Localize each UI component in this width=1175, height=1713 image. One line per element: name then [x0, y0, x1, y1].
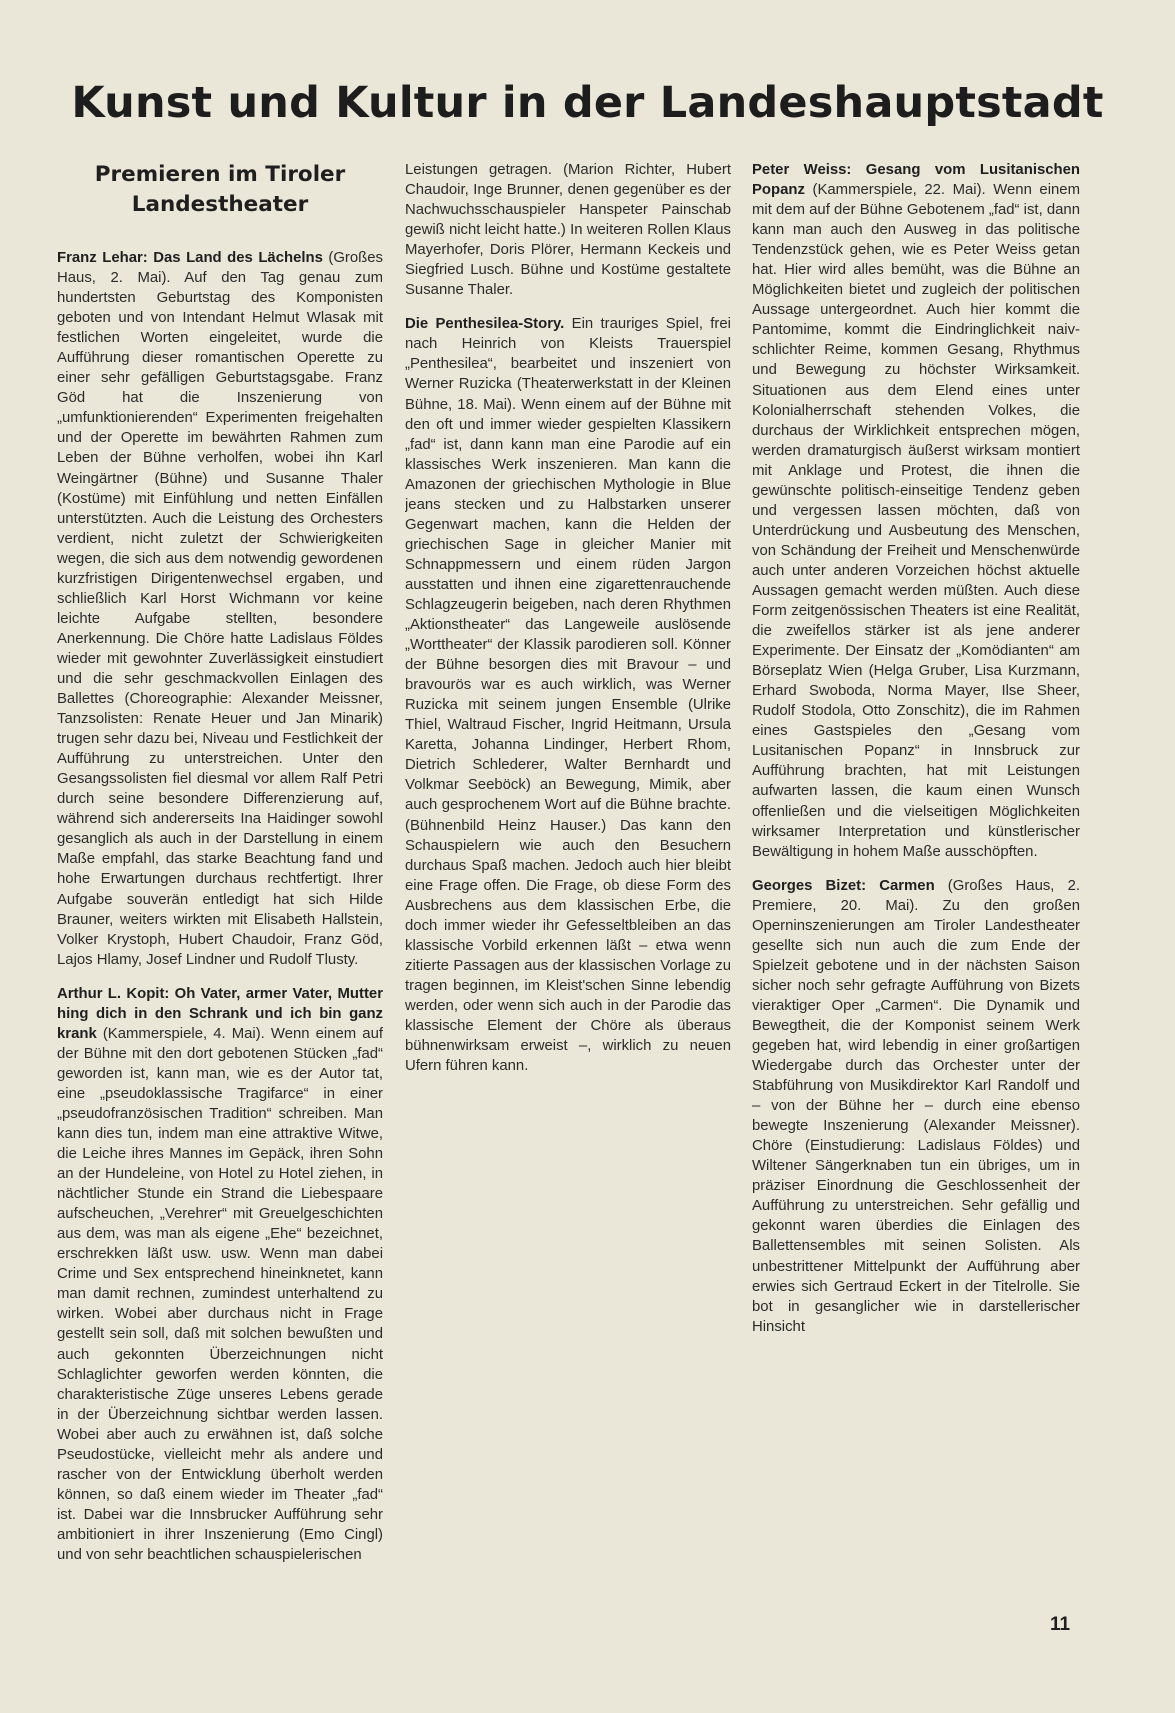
article-body: Ein trauriges Spiel, frei nach Heinrich von Kleists Trauerspiel „Penthesilea“, bearbeitet und inszeniert von Werner Ruzicka (Theaterwerkstatt in der Kleinen Bühne, 18. Mai). Wenn einem auf der Bühne mit den oft und immer wieder gespielten Klassikern „fad“ ist, dann kann man eine Parodie auf ein klassisches Werk inszenieren. Man kann die Amazonen der griechischen Mythologie in Blue jeans stecken und zu Halbstarken unserer Gegenwart machen, kann die Helden der griechischen Sage in gleicher Manier mit Schnappmessern und einem rüden Jargon ausstatten und ihnen eine zigarettenrauchende Schlagzeugerin beigeben, nach deren Rhythmen „Aktionstheater“ das Langeweile auslösende „Worttheater“ der Klassik parodieren soll. Könner der Bühne besorgen dies mit Bravour – und bravourös war es auch wirklich, was Werner Ruzicka mit seinem jungen Ensemble (Ulrike Thiel, Waltraud Fischer, Ingrid Heitmann, Ursula Karetta, Johanna Lindinger, Herbert Rhom, Dietrich Schlederer, Walter Bernhardt und Volkmar Seeböck) an Bewegung, Mimik, aber auch gesprochenem Wort auf die Bühne brachte. (Bühnenbild Heinz Hauser.) Das kann den Schauspielern wie auch den Besuchern durchaus Spaß machen. Jedoch auch hier bleibt eine Frage offen. Die Frage, ob diese Form des Ausbrechens aus dem klassischen Erbe, die doch immer wieder ihr Gefesseltbleiben an das klassische Vorbild erkennen läßt – etwa wenn zitierte Passagen aus der klassischen Vorlage zu tragen beginnen, im Kleist'schen Sinne lebendig werden, oder wenn sich auch in der Parodie das klassische Element der Chöre als überaus bühnenwirksam erweist –, wirklich zu neuen Ufern führen kann.	[405, 316, 731, 1075]
article-lead: Georges Bizet: Carmen	[752, 877, 935, 894]
article-lead: Franz Lehar: Das Land des Lächelns	[57, 250, 323, 266]
article-body: (Kammerspiele, 4. Mai). Wenn einem auf der Bühne mit den dort gebotenen Stücken „fad“ geworden ist, kann man, wie es der Autor tat, eine „pseudoklassische Tragifarce“ in einer „pseudofranzösischen Tradition“ schreiben. Man kann dies tun, indem man eine attraktive Witwe, die Leiche ihres Mannes im Gepäck, ihren Sohn an der Hundeleine, von Hotel zu Hotel ziehen, in nächtlicher Stunde ein Strand die Liebespaare aufscheuchen, „Verehrer“ mit Greuelgeschichten aus dem, was man als eigene „Ehe“ bezeichnet, erschrekken läßt usw. usw. Wenn man dabei Crime und Sex entsprechend hineinknetet, kann man damit rechnen, zumindest unterhaltend zu wirken. Wobei aber durchaus nicht in Frage gestellt sein soll, daß mit solchen bewußten und auch gekonnten Überzeichnungen nicht Schlaglichter geworfen werden könnten, die charakteristische Züge unseres Lebens gerade in der Überzeichnung sichtbar werden lassen. Wobei aber auch zu erwähnen ist, daß solche Pseudostücke, vielleicht mehr als andere und rascher von der Entwicklung überholt werden können, so daß einem wieder im Theater „fad“ ist. Dabei war die Innsbrucker Aufführung sehr ambitioniert in ihrer Inszenierung (Emo Cingl) und von sehr beachtlichen schauspielerischen	[57, 1025, 383, 1563]
text-column-1	[57, 160, 383, 1580]
article-lead: Arthur L. Kopit: Oh Vater, armer Vater, Mutter hing dich in den Schrank und ich bin ganz krank	[57, 985, 383, 1042]
article-penthesilea	[405, 314, 731, 1076]
article-bizet	[752, 876, 1080, 1337]
section-title: Premieren im Tiroler Landestheater	[94, 162, 346, 217]
text-column-2	[405, 160, 731, 1580]
article-body: (Großes Haus, 2. Premiere, 20. Mai). Zu den großen Operninszenierungen am Tiroler Landestheater gesellte sich nun auch die zum Ende der Spielzeit gebotene und in der nächsten Saison sicher noch sehr gefragte Aufführung von Bizets vieraktiger Oper „Carmen“. Die Dynamik und Bewegtheit, die der Komponist seinem Werk gegeben hat, wird lebendig in einer großartigen Wiedergabe durch das Orchester unter der Stabführung von Musikdirektor Karl Randolf und – von der Bühne her – durch eine ebenso bewegte Inszenierung (Alexander Meissner). Chöre (Einstudierung: Ladislaus Földes) und Wiltener Sängerknaben tun ein übriges, um in präziser Einordnung die Geschlossenheit der Aufführung zu unterstreichen. Sehr gefällig und gekonnt waren überdies die Einlagen des Ballettensembles mit seinen Solisten. Als unbestrittener Mittelpunkt der Aufführung aber erwies sich Gertraud Eckert in der Titelrolle. Sie bot in gesanglicher wie in darstellerischer Hinsicht	[752, 877, 1080, 1335]
article-lead: Peter Weiss: Gesang vom Lusitanischen Popanz	[752, 162, 1080, 199]
article-kopit-continued: Leistungen getragen. (Marion Richter, Hubert Chaudoir, Inge Brunner, denen gegenüber es der Nachwuchsschauspieler Hanspeter Painschab gewiß nicht leicht hatte.) In weiteren Rollen Klaus Mayerhofer, Doris Plörer, Hermann Keckeis und Siegfried Lusch. Bühne und Kostüme gestaltete Susanne Thaler.	[405, 162, 731, 299]
article-body: (Kammerspiele, 22. Mai). Wenn einem mit dem auf der Bühne Gebotenem „fad“ ist, dann kann man auch den Ausweg in das politische Tendenzstück gehen, wie es Peter Weiss getan hat. Hier wird alles bemüht, was die Bühne an Möglichkeiten bietet und zugleich der politischen Aussage untergeordnet. Auch hier kommt die Pantomime, kommt die Eindringlichkeit naiv-schlichter Reime, kommen Gesang, Rhythmus und Bewegung zu höchster Wirksamkeit. Situationen aus dem Elend eines unter Kolonialherrschaft stehenden Volkes, die durchaus der Wirklichkeit entsprechen mögen, werden dramaturgisch äußerst wirksam montiert mit Anklage und Protest, die ihnen die gewünschte politisch-einseitige Tendenz geben und vergessen lassen möchten, daß von Unterdrückung und Ausbeutung des Menschen, von Schändung der Freiheit und Menschenwürde auch unter anderen Vorzeichen höchst aktuelle Aussagen gemacht werden müßten. Auch diese Form zeitgenössischen Theaters ist eine Realität, die zweifellos stärker ist als jene anderer Experimente. Der Einsatz der „Komödianten“ am Börseplatz Wien (Helga Gruber, Lisa Kurzmann, Erhard Swoboda, Norma Mayer, Ilse Sheer, Rudolf Stodola, Otto Zonschitz), die im Rahmen eines Gastspieles den „Gesang vom Lusitanischen Popanz“ in Innsbruck zur Aufführung brachten, hat mit Leistungen aufwarten lassen, die kaum einen Wunsch offenließen und die vielseitigen Möglichkeiten wirksamer Interpretation und künstlerischer Bewältigung in hohem Maße ausschöpften.	[752, 182, 1080, 860]
article-body: (Großes Haus, 2. Mai). Auf den Tag genau zum hundertsten Geburtstag des Komponisten geboten und von Intendant Helmut Wlasak mit festlichen Worten eingeleitet, wurde die Aufführung dieser romantischen Operette zu einer sehr gefälligen Geburtstagsgabe. Franz Göd hat die Inszenierung von „umfunktionierenden“ Experimenten freigehalten und der Operette im bewährten Rahmen zum Leben der Bühne verholfen, wobei ihn Karl Weingärtner (Bühne) und Susanne Thaler (Kostüme) mit Einfühlung und netten Einfällen unterstützten. Auch die Leistung des Orchesters verdient, nicht zuletzt der Schwierigkeiten wegen, die sich aus dem notwendig gewordenen kurzfristigen Dirigentenwechsel ergaben, und schließlich Karl Horst Wichmann vor keine leichte Aufgabe stellten, besondere Anerkennung. Die Chöre hatte Ladislaus Földes wieder mit gewohnter Zuverlässigkeit einstudiert und die sehr geschmackvollen Einlagen des Ballettes (Choreographie: Alexander Meissner, Tanzsolisten: Renate Heuer und Jan Minarik) trugen sehr dazu bei, Niveau und Festlichkeit der Aufführung zu unterstreichen. Unter den Gesangssolisten fiel diesmal vor allem Ralf Petri durch seine besondere Differenzierung auf, während sich andererseits Ina Haidinger sowohl gesanglich als auch in der Darstellung in einem Maße empfahl, das starke Beachtung fand und hohe Erwartungen durchaus rechtfertigt. Ihrer Aufgabe souverän entledigt hat sich Hilde Brauner, weiters wirkten mit Elisabeth Hallstein, Volker Krystoph, Hubert Chaudoir, Franz Göd, Lajos Hlamy, Josef Lindner und Rudolf Tlusty.	[57, 250, 383, 968]
page-number: 11	[1050, 1614, 1071, 1635]
article-kopit	[57, 984, 383, 1565]
article-lehar	[57, 248, 383, 970]
article-lead: Die Penthesilea-Story.	[405, 316, 565, 333]
page-title: Kunst und Kultur in der Landeshauptstadt	[71, 78, 1104, 128]
text-column-3	[752, 160, 1080, 1580]
article-weiss	[752, 160, 1080, 862]
